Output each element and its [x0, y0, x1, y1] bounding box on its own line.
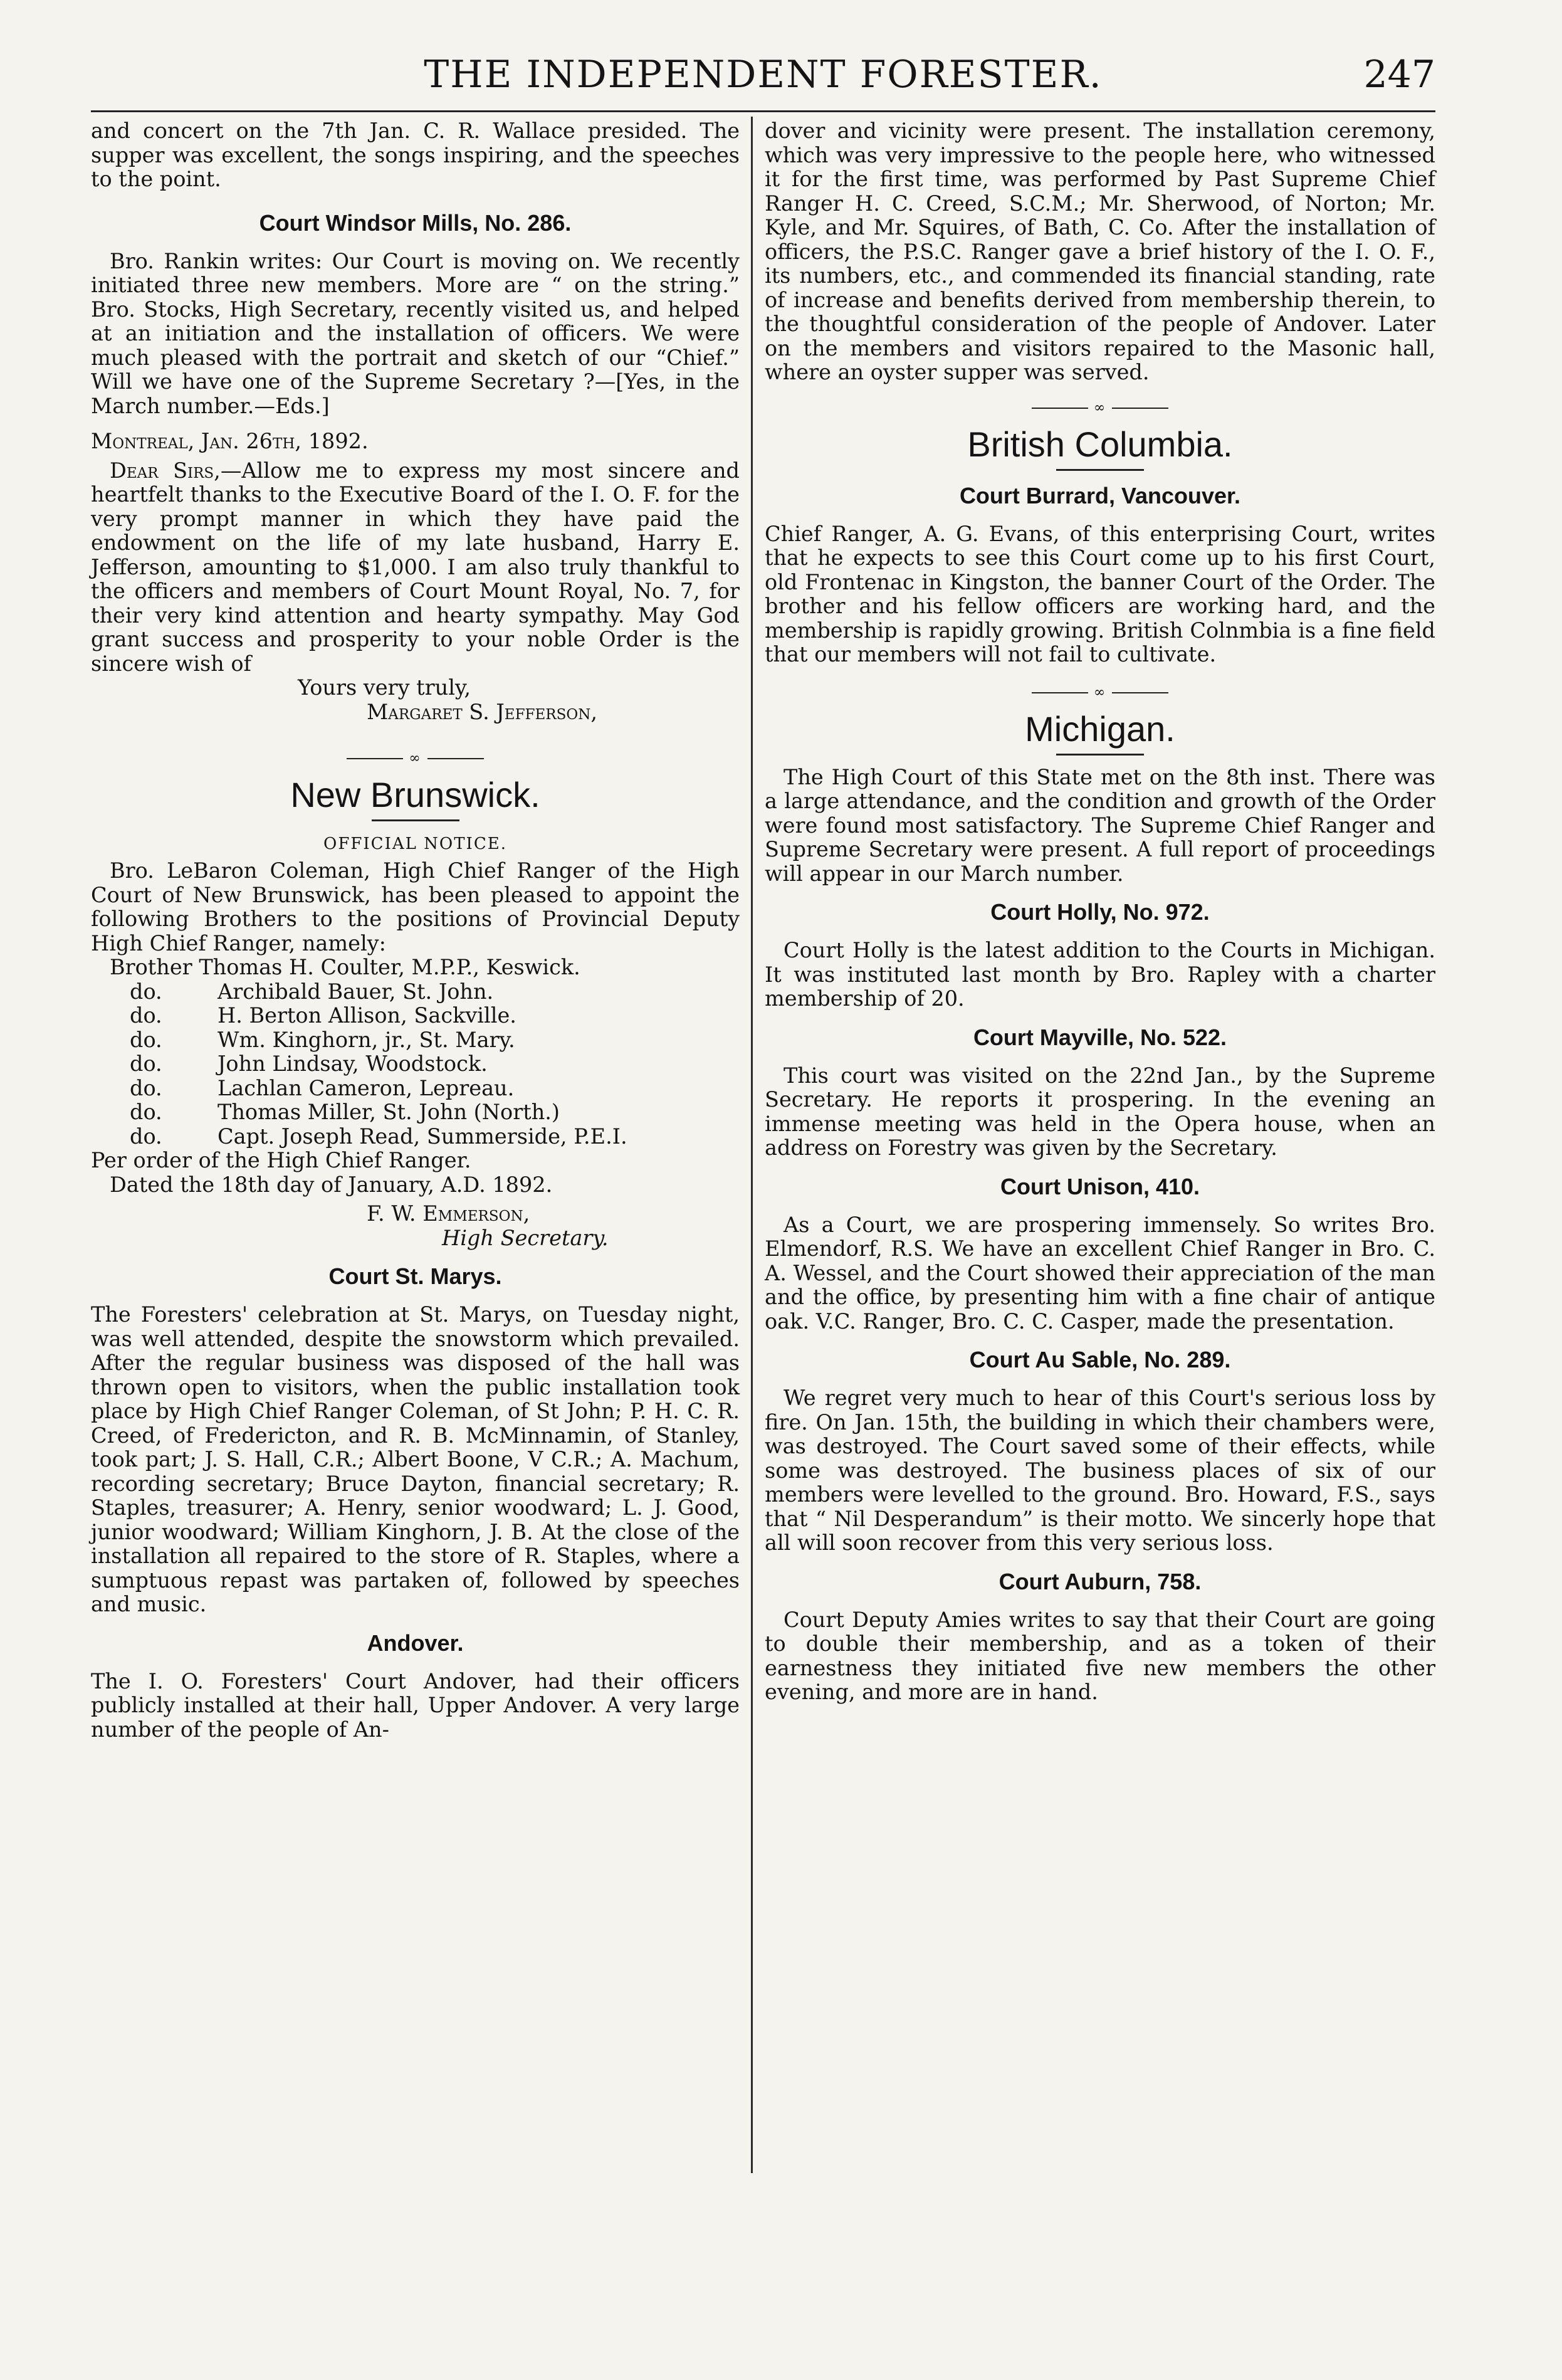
heading-rule [1056, 469, 1144, 471]
letter-closing: Yours very truly, [298, 675, 471, 700]
roster-item: do. Archibald Bauer, St. John. [130, 979, 494, 1004]
notice-signer: F. W. Emmerson, [367, 1201, 530, 1226]
new-brunswick-paragraph: Bro. LeBaron Coleman, High Chief Ranger of the High Court of New Brunswick, has been pleased to appoint the following Brothers to the positions of Provincial Deputy High Chief Ranger, namely: [91, 858, 740, 956]
heading-new-brunswick: New Brunswick. [290, 775, 540, 814]
left-column [91, 119, 740, 2314]
heading-court-burrard: Court Burrard, Vancouver. [959, 482, 1241, 508]
roster-item: do. Capt. Joseph Read, Summerside, P.E.I. [130, 1124, 627, 1149]
order-line: Per order of the High Chief Ranger. [91, 1148, 471, 1172]
official-notice-label: OFFICIAL NOTICE. [323, 835, 507, 853]
right-column [765, 119, 1435, 2314]
letter-paragraph [91, 459, 740, 677]
roster-item: do. John Lindsay, Woodstock. [130, 1051, 488, 1076]
andover-paragraph: The I. O. Foresters' Court Andover, had their officers publicly installed at their hall, Upper Andover. A very large number of the people of An- [91, 1668, 740, 1742]
heading-andover: Andover. [367, 1630, 464, 1656]
notice-signer-title: High Secretary. [442, 1225, 609, 1250]
section-separator: ∞ [91, 749, 740, 768]
mayville-paragraph: This court was visited on the 22nd Jan., by the Supreme Secretary. He reports it prospering. In the evening an immense meeting was held in the Opera house, when an address on Forestry was given by the Secretary. [765, 1063, 1435, 1160]
running-title: THE INDEPENDENT FORESTER. [424, 53, 1103, 97]
column-divider [751, 117, 753, 2173]
michigan-paragraph: The High Court of this State met on the 8th inst. There was a large attendance, and the condition and growth of the Order were found most satisfactory. The Supreme Chief Ranger and Supreme Secretary were present. A full report of proceedings will appear in our March number. [765, 764, 1435, 886]
roster-first: Brother Thomas H. Coulter, M.P.P., Keswick. [110, 955, 580, 979]
letter-signature: Margaret S. Jefferson, [367, 699, 597, 724]
dated-line: Dated the 18th day of January, A.D. 1892. [110, 1172, 553, 1197]
letter-dateline: Montreal, Jan. 26th, 1892. [91, 429, 369, 453]
page-header [91, 49, 1435, 118]
letter-salutation: Dear Sirs, [110, 458, 221, 483]
intro-paragraph: and concert on the 7th Jan. C. R. Wallace presided. The supper was excellent, the songs inspiring, and the speeches to the point. [91, 118, 740, 191]
letter-body: —Allow me to express my most sincere and heartfelt thanks to the Executive Board of the I. O. F. for the very prompt manner in which they have paid the endowment on the life of my late husband, Harry E. Jefferson, amounting to $1,000. I am also truly thankful to the officers and members of Court Mount Royal, No. 7, for their very kind attention and hearty sympathy. May God grant success and prosperity to your noble Order is the sincere wish of [91, 458, 740, 676]
section-separator: ∞ [765, 683, 1435, 702]
heading-rule [1056, 754, 1144, 756]
roster-item: do. Thomas Miller, St. John (North.) [130, 1100, 560, 1124]
heading-michigan: Michigan. [1025, 708, 1175, 749]
auburn-paragraph: Court Deputy Amies writes to say that their Court are going to double their membership, and as a token of their earnestness they initiated five new members the other evening, and more are in hand. [765, 1607, 1435, 1704]
heading-windsor-mills: Court Windsor Mills, No. 286. [259, 209, 572, 236]
roster-item: do. Wm. Kinghorn, jr., St. Mary. [130, 1027, 515, 1052]
andover-continuation: dover and vicinity were present. The installation ceremony, which was very impressive to the people here, who witnessed it for the first time, was performed by Past Supreme Chief Ranger H. C. Creed, S.C.M.; Mr. Sherwood, of Norton; Mr. Kyle, and Mr. Squires, of Bath, C. Co. After the installation of officers, the P.S.C. Ranger gave a brief history of the I. O. F., its numbers, etc., and commended its financial standing, rate of increase and benefits derived from membership therein, to the thoughtful consideration of the people of Andover. Later on the members and visitors repaired to the Masonic hall, where an oyster supper was served. [765, 118, 1435, 384]
bc-paragraph: Chief Ranger, A. G. Evans, of this enterprising Court, writes that he expects to see this Court come up to his first Court, old Frontenac in Kingston, the banner Court of the Order. The brother and his fellow officers are working hard, and the membership is rapidly growing. British Colnmbia is a fine field that our members will not fail to cultivate. [765, 521, 1435, 666]
deputy-roster [91, 956, 740, 1149]
au-sable-paragraph: We regret very much to hear of this Court's serious loss by fire. On Jan. 15th, the building in which their chambers were, was destroyed. The Court saved some of their effects, while some was destroyed. The business places of six of our members were levelled to the ground. Bro. Howard, F.S., says that “ Nil Desperandum” is their motto. We sincerly hope that all will soon recover from this very serious loss. [765, 1386, 1435, 1555]
holly-paragraph: Court Holly is the latest addition to the Courts in Michigan. It was instituted last month by Bro. Rapley with a charter membership of 20. [765, 938, 1435, 1011]
windsor-paragraph: Bro. Rankin writes: Our Court is moving on. We recently initiated three new members. More are “ on the string.” Bro. Stocks, High Secretary, recently visited us, and helped at an initiation and the installation of officers. We were much pleased with the portrait and sketch of our “Chief.” Will we have one of the Supreme Secretary ?—[Yes, in the March number.—Eds.] [91, 248, 740, 418]
heading-rule [372, 819, 459, 821]
st-marys-paragraph: The Foresters' celebration at St. Marys, on Tuesday night, was well attended, despite the snowstorm which prevailed. After the regular business was disposed of the hall was thrown open to visitors, when the public installation took place by High Chief Ranger Coleman, of St John; P. H. C. R. Creed, of Fredericton, and R. B. McMinnamin, of Stanley, took part; J. S. Hall, C.R.; Albert Boone, V C.R.; A. Machum, recording secretary; Bruce Dayton, financial secretary; R. Staples, treasurer; A. Henry, senior woodward; L. J. Good, junior woodward; William Kinghorn, J. B. At the close of the installation all repaired to the store of R. Staples, where a sumptuous repast was partaken of, followed by speeches and music. [91, 1302, 740, 1616]
heading-court-au-sable: Court Au Sable, No. 289. [969, 1347, 1231, 1372]
unison-paragraph: As a Court, we are prospering immensely. So writes Bro. Elmendorf, R.S. We have an excellent Chief Ranger in Bro. C. A. Wessel, and the Court showed their appreciation of the man and the office, by presenting him with a fine chair of antique oak. V.C. Ranger, Bro. C. C. Casper, made the presentation. [765, 1212, 1435, 1334]
header-rule [91, 110, 1435, 112]
heading-court-auburn: Court Auburn, 758. [999, 1568, 1202, 1594]
heading-court-holly: Court Holly, No. 972. [990, 899, 1210, 925]
section-separator: ∞ [765, 399, 1435, 418]
page-number: 247 [1363, 53, 1435, 97]
heading-st-marys: Court St. Marys. [328, 1263, 502, 1289]
roster-item: do. Lachlan Cameron, Lepreau. [130, 1075, 515, 1100]
heading-court-unison: Court Unison, 410. [1000, 1173, 1200, 1199]
heading-british-columbia: British Columbia. [967, 424, 1233, 464]
roster-item: do. H. Berton Allison, Sackville. [130, 1003, 516, 1028]
heading-court-mayville: Court Mayville, No. 522. [973, 1024, 1227, 1050]
